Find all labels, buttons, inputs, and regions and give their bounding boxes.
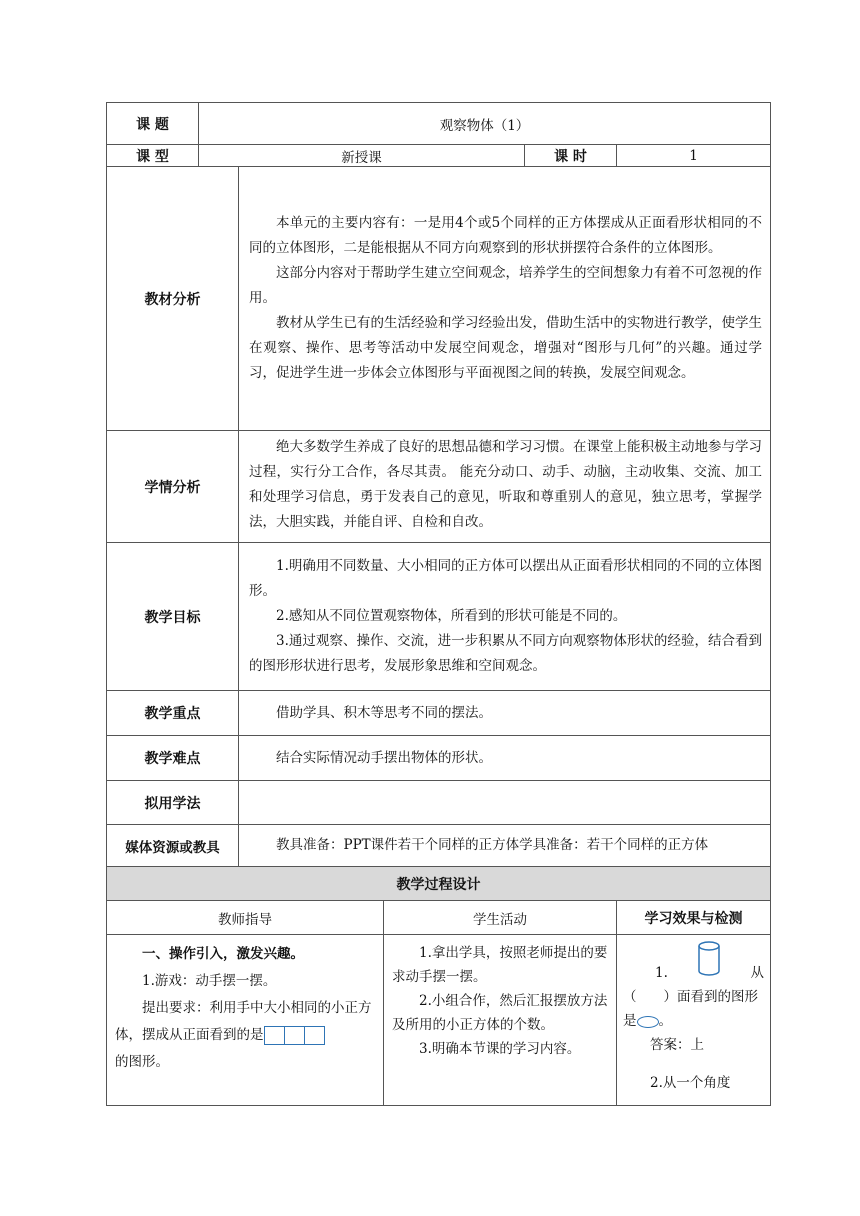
check-q1-line xyxy=(623,941,764,985)
process-content-row xyxy=(107,935,771,1106)
student-item: 2.小组合作，然后汇报摆放方法及所用的小正方体的个数。 xyxy=(392,993,608,1033)
check-answer: 答案：上 xyxy=(650,1037,704,1053)
goals-text xyxy=(239,543,771,691)
key-text xyxy=(239,691,771,736)
difficulty-text xyxy=(239,736,771,781)
difficulty-paragraph: 结合实际情况动手摆出物体的形状。 xyxy=(276,749,492,766)
teacher-line: 的图形。 xyxy=(115,1054,169,1070)
method-label: 拟用学法 xyxy=(107,781,239,825)
teacher-line-text: 提出要求：利用手中大小相同的小正方体，摆成从正面看到的是 xyxy=(115,1000,372,1043)
student-cell xyxy=(384,935,617,1106)
key-label: 教学重点 xyxy=(107,691,239,736)
cylinder-icon xyxy=(697,941,721,985)
material-label: 教材分析 xyxy=(107,167,239,431)
type-value: 新授课 xyxy=(199,145,525,167)
goals-label: 教学目标 xyxy=(107,543,239,691)
media-label: 媒体资源或教具 xyxy=(107,825,239,867)
media-row xyxy=(107,825,771,867)
key-paragraph: 借助学具、积木等思考不同的摆法。 xyxy=(276,704,492,721)
col-teacher-header: 教师指导 xyxy=(107,901,384,935)
difficulty-label: 教学难点 xyxy=(107,736,239,781)
check-q2: 2.从一个角度 xyxy=(650,1075,731,1091)
goals-paragraph: 3.通过观察、操作、交流，进一步积累从不同方向观察物体形状的经验，结合看到的图形形状进行思考，发展形象思维和空间观念。 xyxy=(249,633,763,674)
material-text xyxy=(239,167,771,431)
material-paragraph: 本单元的主要内容有：一是用4个或5个同样的正方体摆成从正面看形状相同的不同的立体图形，二是能根据从不同方向观察到的形状拼摆符合条件的立体图形。 xyxy=(249,215,763,256)
students-paragraph: 绝大多数学生养成了良好的思想品德和学习习惯。在课堂上能积极主动地参与学习过程，实行分工合作，各尽其责。 能充分动口、动手、动脑，主动收集、交流、加工和处理学习信息，勇于发表自己的意见，听取和尊重别人的意见，独立思考，掌握学法，大胆实践，并能自评、自检和自改。 xyxy=(249,439,763,530)
material-paragraph: 教材从学生已有的生活经验和学习经验出发，借助生活中的实物进行教学，使学生在观察、操作、思考等活动中发展空间观念，增强对“图形与几何”的兴趣。通过学习，促进学生进一步体会立体图形与平面视图之间的转换，发展空间观念。 xyxy=(249,315,763,381)
lesson-plan xyxy=(106,102,770,1106)
process-title-row xyxy=(107,867,771,901)
teacher-cell xyxy=(107,935,384,1106)
media-paragraph: 教具准备：PPT课件若干个同样的正方体学具准备：若干个同样的正方体 xyxy=(276,837,709,853)
check-q1-end: 。 xyxy=(658,1013,672,1029)
check-q1-text xyxy=(623,985,764,1033)
student-item: 3.明确本节课的学习内容。 xyxy=(419,1041,581,1057)
goals-paragraph: 1.明确用不同数量、大小相同的正方体可以摆出从正面看形状相同的不同的立体图形。 xyxy=(249,558,763,599)
hours-label: 课 时 xyxy=(525,145,617,167)
goals-row xyxy=(107,543,771,691)
key-row xyxy=(107,691,771,736)
teacher-line: 1.游戏：动手摆一摆。 xyxy=(142,973,277,989)
process-title: 教学过程设计 xyxy=(107,867,771,901)
check-q1-num: 1. xyxy=(655,965,668,981)
method-row xyxy=(107,781,771,825)
material-paragraph: 这部分内容对于帮助学生建立空间观念，培养学生的空间想象力有着不可忽视的作用。 xyxy=(249,265,763,306)
three-squares-figure xyxy=(264,1026,325,1045)
check-q1-from: 从 xyxy=(750,965,765,981)
students-row xyxy=(107,431,771,543)
type-row xyxy=(107,145,771,167)
type-label: 课 型 xyxy=(107,145,199,167)
teacher-heading: 一、操作引入，激发兴趣。 xyxy=(142,946,304,962)
student-item: 1.拿出学具，按照老师提出的要求动手摆一摆。 xyxy=(392,945,608,985)
lesson-plan-table xyxy=(106,102,771,1106)
hours-value: 1 xyxy=(617,145,771,167)
check-q1-mid: （ ）面看到的图形是 xyxy=(623,989,758,1029)
topic-label: 课 题 xyxy=(107,103,199,145)
goals-paragraph: 2.感知从不同位置观察物体，所看到的形状可能是不同的。 xyxy=(276,608,627,624)
col-check-header: 学习效果与检测 xyxy=(617,901,771,935)
check-cell xyxy=(617,935,771,1106)
col-student-header: 学生活动 xyxy=(384,901,617,935)
students-text xyxy=(239,431,771,543)
students-label: 学情分析 xyxy=(107,431,239,543)
topic-row xyxy=(107,103,771,145)
ellipse-icon xyxy=(637,1016,659,1028)
teacher-line xyxy=(115,995,377,1049)
topic-value: 观察物体（1） xyxy=(199,103,771,145)
media-text xyxy=(239,825,771,867)
difficulty-row xyxy=(107,736,771,781)
method-text xyxy=(239,781,771,825)
process-header-row xyxy=(107,901,771,935)
material-row xyxy=(107,167,771,431)
